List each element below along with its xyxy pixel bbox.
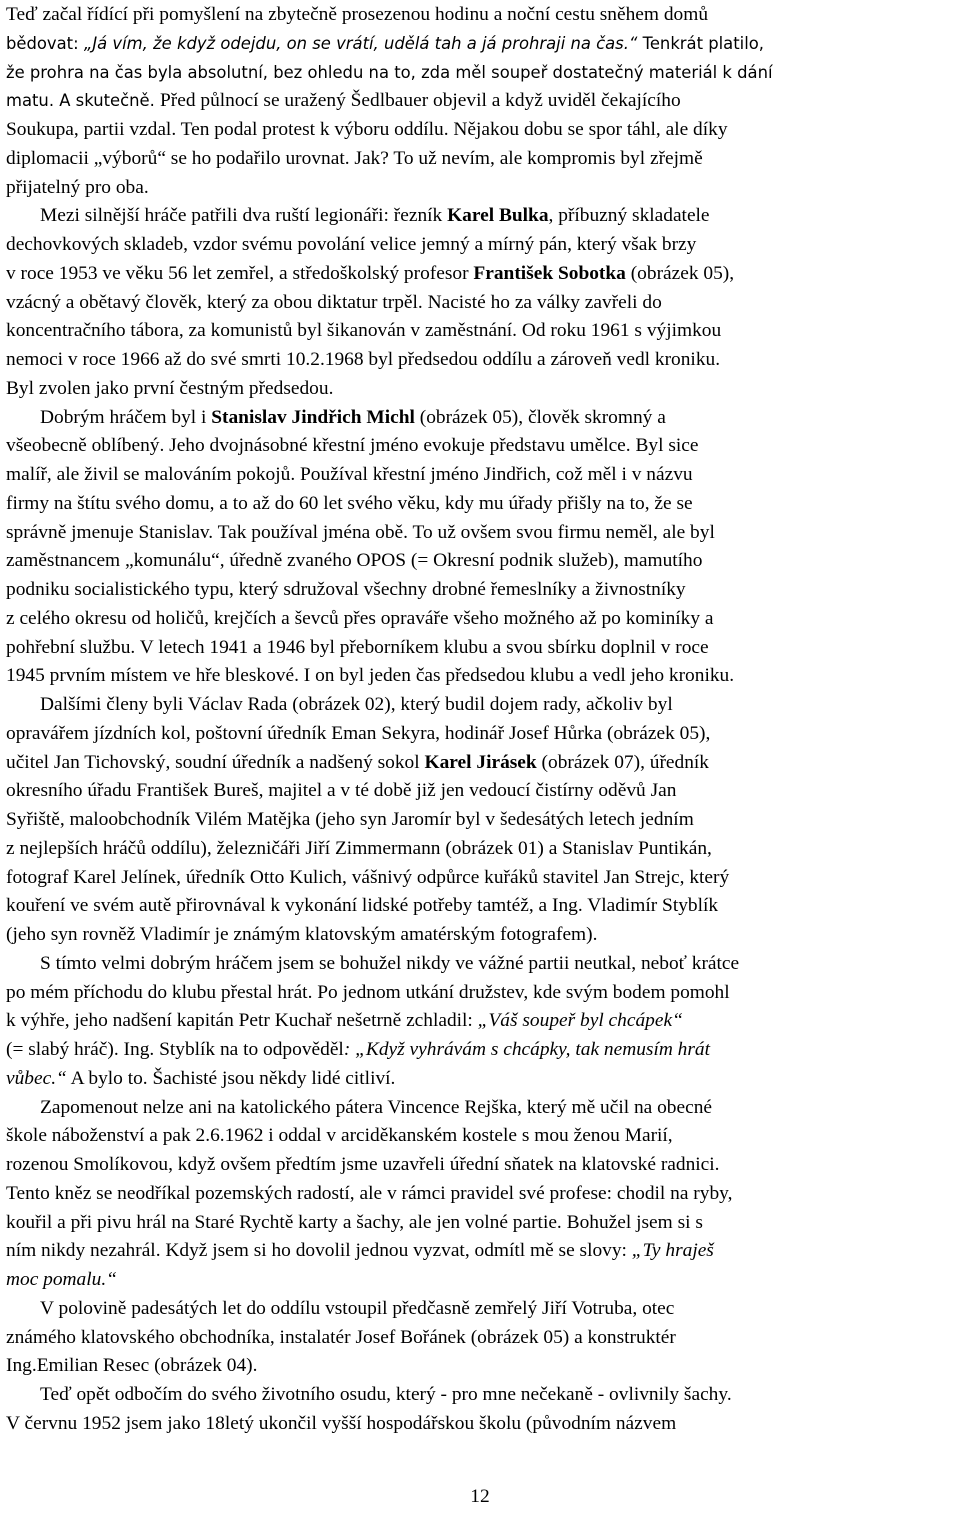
text-line [6,518,715,547]
text-run: (jeho syn rovněž Vladimír je známým klatovským amatérským fotografem). [6,924,598,945]
text-line [6,661,734,690]
text-run: v roce 1953 ve věku 56 let zemřel, a středoškolský profesor [6,262,474,284]
text-run: podniku socialistického typu, který sdružoval všechny drobné řemeslníky a živnostníky [6,579,686,600]
text-line [6,805,694,834]
text-line [6,1121,673,1150]
text-line [6,1093,712,1122]
text-run: matu. A skutečně. [6,91,160,111]
text-run: „Ty hraješ [631,1240,714,1262]
text-run: A bylo to. Šachisté jsou někdy lidé citliví. [66,1067,396,1089]
text-run: „Já vím, že když odejdu, on se vrátí, udělá tah a já prohraji na čas.“ [83,33,638,53]
text-run: (= slabý hráč). Ing. Styblík na to odpověděl [6,1039,344,1060]
text-run: bědovat: [6,33,84,53]
text-run: Tenkrát platilo, [637,33,764,53]
text-line [6,1064,395,1093]
text-line [6,719,710,748]
text-line [6,403,666,432]
text-line [6,144,703,173]
text-line [6,776,676,805]
text-run: škole náboženství a pak 2.6.1962 i oddal v arciděkanském kostele s mou ženou Marií, [6,1125,673,1147]
text-line [6,0,708,29]
text-line [6,1208,703,1237]
text-line [6,575,686,604]
text-run: přijatelný pro oba. [6,176,149,198]
text-run: vzácný a obětavý člověk, který za obou diktatur trpěl. Nacisté ho za války zavřeli do [6,291,662,313]
text-run: kouření ve svém autě přirovnával k vykonání lidské potřeby tamtéž, a Ing. Vladimír Styblík [6,895,719,917]
text-line [6,748,709,777]
text-run: Karel Bulka [447,205,549,227]
text-run: učitel Jan Tichovský, soudní úředník a nadšený sokol [6,751,425,773]
text-run: po mém příchodu do klubu přestal hrát. Po jednom utkání družstev, kde svým bodem pomohl [6,981,730,1003]
text-run: V polovině padesátých let do oddílu vstoupil předčasně zemřelý Jiří Votruba, otec [40,1297,675,1319]
text-run: firmy na štítu svého domu, a to až do 60 let svého věku, kdy mu úřady přišly na to, že se [6,492,693,514]
text-run: pohřební službu. V letech 1941 a 1946 byl přeborníkem klubu a svou sbírku doplnil v roce [6,636,709,658]
text-line [6,374,333,403]
text-run: všeobecně oblíbený. Jeho dvojnásobné křestní jméno evokuje představu umělce. Byl sice [6,435,699,457]
text-run: (obrázek 05), [625,262,735,284]
text-line [6,1006,683,1035]
text-line [6,1323,676,1352]
text-line [6,863,729,892]
text-run: rozenou Smolíkovou, když ovšem předtím jsme uzavřeli úřední sňatek na klatovské radnici. [6,1154,720,1175]
text-run: moc pomalu.“ [6,1269,117,1290]
text-run: : „Když vyhrávám s chcápky, tak nemusím hrát [343,1039,711,1060]
text-line [6,288,662,317]
text-run: opravářem jízdních kol, poštovní úředník Eman Sekyra, hodinář Josef Hůrka (obrázek 05), [6,722,711,744]
text-run: kouřil a při pivu hrál na Staré Rychtě karty a šachy, ale jen volné partie. Bohužel jsem si s [6,1211,703,1233]
text-line [6,1179,732,1208]
text-run: diplomacii „výborů“ se ho podařilo urovnat. Jak? To už nevím, ale kompromis byl zřejmě [6,147,703,169]
text-run: Před půlnocí se uražený Šedlbauer objevil a když uviděl čekajícího [160,90,681,112]
text-line [6,489,693,518]
text-line [6,1265,117,1294]
text-line [6,1035,710,1064]
page-number: 12 [470,1486,490,1507]
text-line [6,690,673,719]
text-run: Mezi silnější hráče patřili dva ruští legionáři: řezník [40,205,448,227]
text-line [6,891,718,920]
text-line [6,29,764,58]
text-line [6,1150,720,1179]
text-run: (obrázek 07), úředník [536,751,709,773]
text-run: Zapomenout nelze ani na katolického pátera Vincence Rejška, který mě učil na obecné [40,1096,713,1118]
text-run: dechovkových skladeb, vzdor svému povolání velice jemný a mírný pán, který však brzy [6,234,697,255]
text-run: okresního úřadu František Bureš, majitel a v té době již jen vedoucí čistírny oděvů Jan [6,780,677,802]
text-line [6,834,712,863]
text-run: Byl zvolen jako první čestným předsedou. [6,377,334,399]
text-run: vůbec.“ [6,1067,67,1089]
text-line [6,115,728,144]
text-run: známého klatovského obchodníka, instalatér Josef Bořánek (obrázek 05) a konstruktér [6,1326,676,1348]
text-line [6,1236,714,1265]
text-run: František Sobotka [473,262,626,284]
text-line [6,1294,674,1323]
text-run: Karel Jirásek [424,751,537,773]
text-line [6,58,773,87]
text-line [6,546,702,575]
text-run: nemoci v roce 1966 až do své smrti 10.2.1968 byl předsedou oddílu a zároveň vedl kroniku. [6,349,721,370]
text-run: Ing.Emilian Resec (obrázek 04). [6,1355,258,1377]
text-run: Teď začal řídící při pomyšlení na zbytečně prosezenou hodinu a noční cestu sněhem domů [6,4,709,25]
text-line [6,230,696,259]
text-line [6,920,597,949]
text-run: (obrázek 05), člověk skromný a [414,406,666,428]
text-line [6,431,699,460]
text-line [6,460,693,489]
text-run: že prohra na čas byla absolutní, bez ohledu na to, zda měl soupeř dostatečný materiál k dání [6,62,773,82]
text-run: správně jmenuje Stanislav. Tak používal jména obě. To už ovšem svou firmu neměl, ale byl [6,521,715,543]
text-line [6,1380,732,1409]
text-run: z nejlepších hráčů oddílu), železničáři Jiří Zimmermann (obrázek 01) a Stanislav Puntikán, [6,837,712,859]
text-line [6,949,739,978]
text-line [6,201,710,230]
text-line [6,1351,257,1380]
text-run: „Váš soupeř byl chcápek“ [477,1010,683,1032]
text-run: malíř, ale živil se malováním pokojů. Používal křestní jméno Jindřich, což měl i v názvu [6,464,693,485]
text-line [6,316,721,345]
text-run: koncentračního tábora, za komunistů byl šikanován v zaměstnání. Od roku 1961 s výjimkou [6,320,722,342]
text-run: k výhře, jeho nadšení kapitán Petr Kuchař nešetrně zchladil: [6,1010,478,1032]
text-run: Dobrým hráčem byl i [40,406,212,428]
text-line [6,86,681,115]
text-line [6,1409,676,1438]
text-run: Teď opět odbočím do svého životního osudu, který - pro mne nečekaně - ovlivnily šachy. [40,1384,732,1405]
text-run: Tento kněz se neodříkal pozemských radostí, ale v rámci pravidel své profese: chodil na ryby, [6,1182,733,1204]
text-line [6,173,149,202]
text-line [6,978,730,1007]
text-line [6,633,709,662]
text-run: fotograf Karel Jelínek, úředník Otto Kulich, vášnivý odpůrce kuřáků stavitel Jan Strejc, který [6,866,730,888]
text-run: z celého okresu od holičů, krejčích a ševců přes opraváře všeho možného až po kominíky a [6,607,714,629]
text-run: V červnu 1952 jsem jako 18letý ukončil vyšší hospodářskou školu (původním názvem [6,1412,677,1434]
text-run: S tímto velmi dobrým hráčem jsem se bohužel nikdy ve vážné partii neutkal, neboť krátce [40,952,740,974]
text-run: zaměstnancem „komunálu“, úředně zvaného OPOS (= Okresní podnik služeb), mamutího [6,550,703,572]
text-run: 1945 prvním místem ve hře bleskové. I on byl jeden čas předsedou klubu a vedl jeho kroniku. [6,665,735,687]
text-line [6,345,720,374]
text-run: Dalšími členy byli Václav Rada (obrázek 02), který budil dojem rady, ačkoliv byl [40,694,673,715]
text-run: , příbuzný skladatele [548,205,710,227]
text-run: Syřiště, maloobchodník Vilém Matějka (jeho syn Jaromír byl v šedesátých letech jedním [6,809,694,830]
text-line [6,259,734,288]
text-run: Soukupa, partii vzdal. Ten podal protest k výboru oddílu. Nějakou dobu se spor táhl, ale díky [6,119,728,140]
text-run: Stanislav Jindřich Michl [211,406,415,428]
text-run: ním nikdy nezahrál. Když jsem si ho dovolil jednou vyzvat, odmítl mě se slovy: [6,1240,632,1262]
text-line [6,604,714,633]
